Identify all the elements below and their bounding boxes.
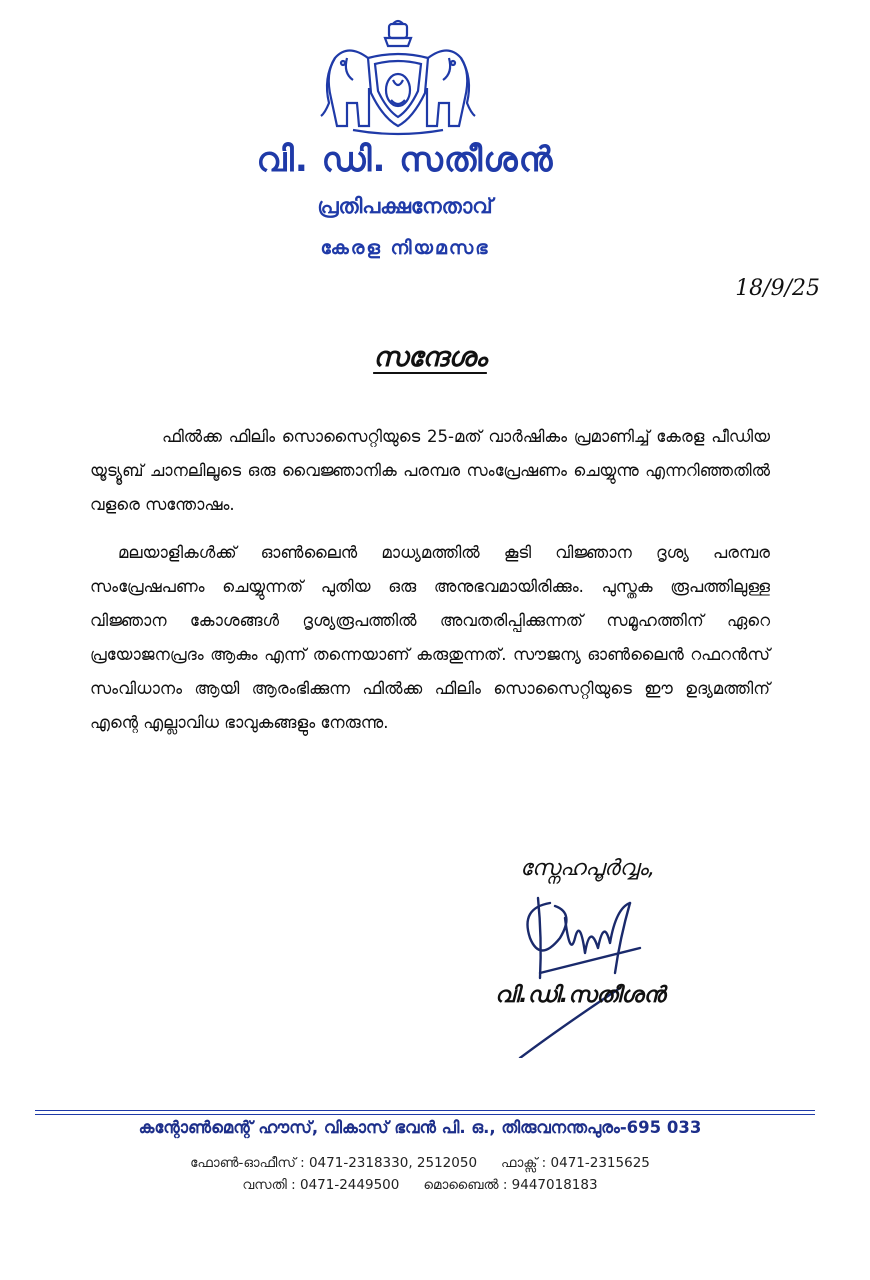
- footer-divider: [35, 1114, 815, 1115]
- body-paragraph: മലയാളികൾക്ക് ഓൺലൈൻ മാധ്യമത്തിൽ കൂടി വിജ്ഞാന ദൃശ്യ പരമ്പര സംപ്രേഷപണം ചെയ്യുന്നത് പുതിയ ഒരു അനുഭവമായിരിക്കും. പുസ്തക രൂപത്തിലുള്ള വിജ്ഞാന കോശങ്ങൾ ദൃശ്യരൂപത്തിൽ അവതരിപ്പിക്കുന്നത് സമൂഹത്തിന് ഏറെ പ്രയോജനപ്രദം ആകും എന്ന് തന്നെയാണ് കരുതുന്നത്. സൗജന്യ ഓൺലൈൻ റഫറൻസ് സംവിധാനം ആയി ആരംഭിക്കുന്ന ഫിൽക്ക ഫിലിം സൊസൈറ്റിയുടെ ഈ ഉദ്യമത്തിന് എന്റെ എല്ലാവിധ ഭാവുകങ്ങളും നേരുന്നു.: [90, 543, 770, 732]
- residence-phone: വസതി : 0471-2449500: [242, 1177, 400, 1193]
- closing-salutation: സ്നേഹപൂർവ്വം,: [520, 856, 655, 881]
- signer-name: വി.ഡി.സതീശൻ: [495, 983, 666, 1008]
- letterhead-name: വി. ഡി. സതീശൻ: [256, 140, 554, 180]
- footer-address: കന്റോൺമെന്റ് ഹൗസ്, വികാസ് ഭവൻ പി. ഒ., തിരുവനന്തപുരം-695 033: [138, 1118, 702, 1137]
- letterhead-designation: പ്രതിപക്ഷനേതാവ്: [317, 194, 493, 218]
- mobile-number: മൊബൈൽ : 9447018183: [423, 1177, 598, 1193]
- footer-divider: [35, 1110, 815, 1111]
- handwritten-signature: [480, 878, 690, 1058]
- letter-heading: [0, 342, 860, 374]
- fax-number: ഫാക്സ് : 0471-2315625: [501, 1155, 650, 1171]
- heading-text: സന്ദേശം: [373, 342, 487, 373]
- contact-line: [0, 1174, 840, 1196]
- letterhead-institution: കേരള നിയമസഭ: [320, 237, 490, 259]
- letter-date: 18/9/25: [735, 276, 820, 301]
- kerala-emblem-icon: [313, 18, 483, 138]
- body-paragraph: ഫിൽക്ക ഫിലിം സൊസൈറ്റിയുടെ 25-മത് വാർഷികം പ്രമാണിച്ച് കേരള പീഡിയ യൂട്യൂബ് ചാനലിലൂടെ ഒരു വൈജ്ഞാനിക പരമ്പര സംപ്രേഷണം ചെയ്യുന്നു എന്നറിഞ്ഞതിൽ വളരെ സന്തോഷം.: [90, 427, 770, 514]
- contact-line: [0, 1152, 840, 1174]
- letter-body: [90, 420, 770, 754]
- footer-contacts: [0, 1152, 840, 1196]
- office-phone: ഫോൺ-ഓഫീസ് : 0471-2318330, 2512050: [190, 1155, 478, 1171]
